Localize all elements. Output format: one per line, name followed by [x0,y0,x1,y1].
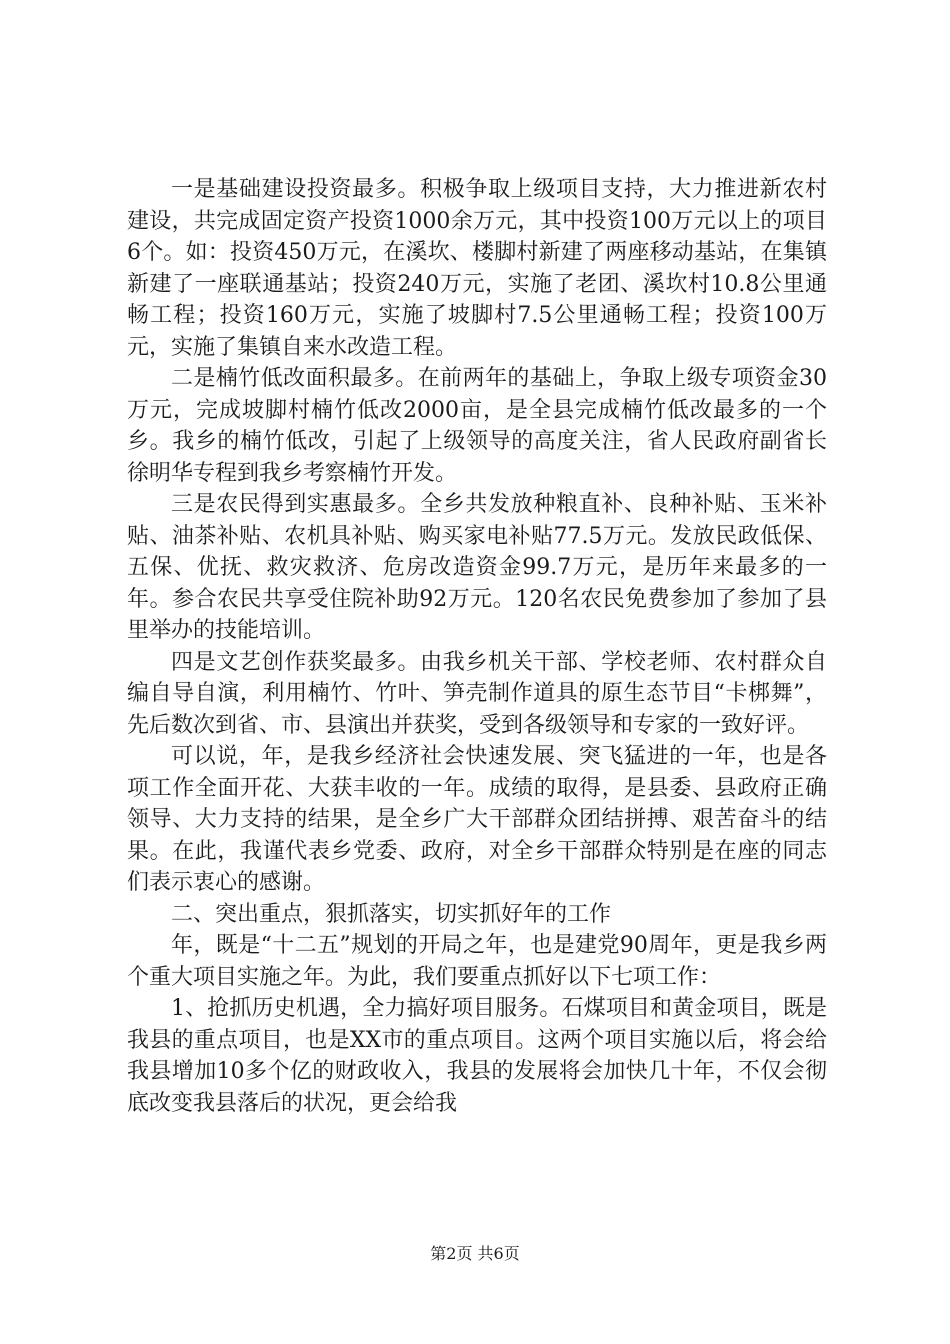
paragraph-bamboo: 二是楠竹低改面积最多。在前两年的基础上，争取上级专项资金30万元，完成坡脚村楠竹低改2000亩，是全县完成楠竹低改最多的一个乡。我乡的楠竹低改，引起了上级领导的高度关注，省人民政府副省长徐明华专程到我乡考察楠竹开发。 [127,366,827,486]
paragraph-intro-tasks: 年，既是“十二五”规划的开局之年，也是建党90周年，更是我乡两个重大项目实施之年。为此，我们要重点抓好以下七项工作： [127,933,827,990]
paragraph-farmer-benefits: 三是农民得到实惠最多。全乡共发放种粮直补、良种补贴、玉米补贴、油茶补贴、农机具补贴、购买家电补贴77.5万元。发放民政低保、五保、优抚、救灾救济、危房改造资金99.7万元，是历年来最多的一年。参合农民共享受住院补助92万元。120名农民免费参加了参加了县里举办的技能培训。 [127,492,827,643]
paragraph-summary: 可以说，年，是我乡经济社会快速发展、突飞猛进的一年，也是各项工作全面开花、大获丰收的一年。成绩的取得，是县委、县政府正确领导、大力支持的结果，是全乡广大干部群众团结拼搏、艰苦奋斗的结果。在此，我谨代表乡党委、政府，对全乡干部群众特别是在座的同志们表示衷心的感谢。 [127,744,827,895]
paragraph-task-1: 1、抢抓历史机遇，全力搞好项目服务。石煤项目和黄金项目，既是我县的重点项目，也是XX市的重点项目。这两个项目实施以后，将会给我县增加10多个亿的财政收入，我县的发展将会加快几十年，不仅会彻底改变我县落后的状况，更会给我 [127,996,827,1116]
paragraph-arts-awards: 四是文艺创作获奖最多。由我乡机关干部、学校老师、农村群众自编自导自演，利用楠竹、竹叶、笋壳制作道具的原生态节目“卡梆舞”，先后数次到省、市、县演出并获奖，受到各级领导和专家的一致好评。 [127,649,827,738]
document-body [127,174,827,1119]
paragraph-infrastructure: 一是基础建设投资最多。积极争取上级项目支持，大力推进新农村建设，共完成固定资产投资1000余万元，其中投资100万元以上的项目6个。如：投资450万元，在溪坎、楼脚村新建了两座移动基站，在集镇新建了一座联通基站；投资240万元，实施了老团、溪坎村10.8公里通畅工程；投资160万元，实施了坡脚村7.5公里通畅工程；投资100万元，实施了集镇自来水改造工程。 [127,177,827,360]
page-number-footer: 第2页 共6页 [430,1244,520,1263]
section-heading: 二、突出重点，狠抓落实，切实抓好年的工作 [171,901,612,927]
